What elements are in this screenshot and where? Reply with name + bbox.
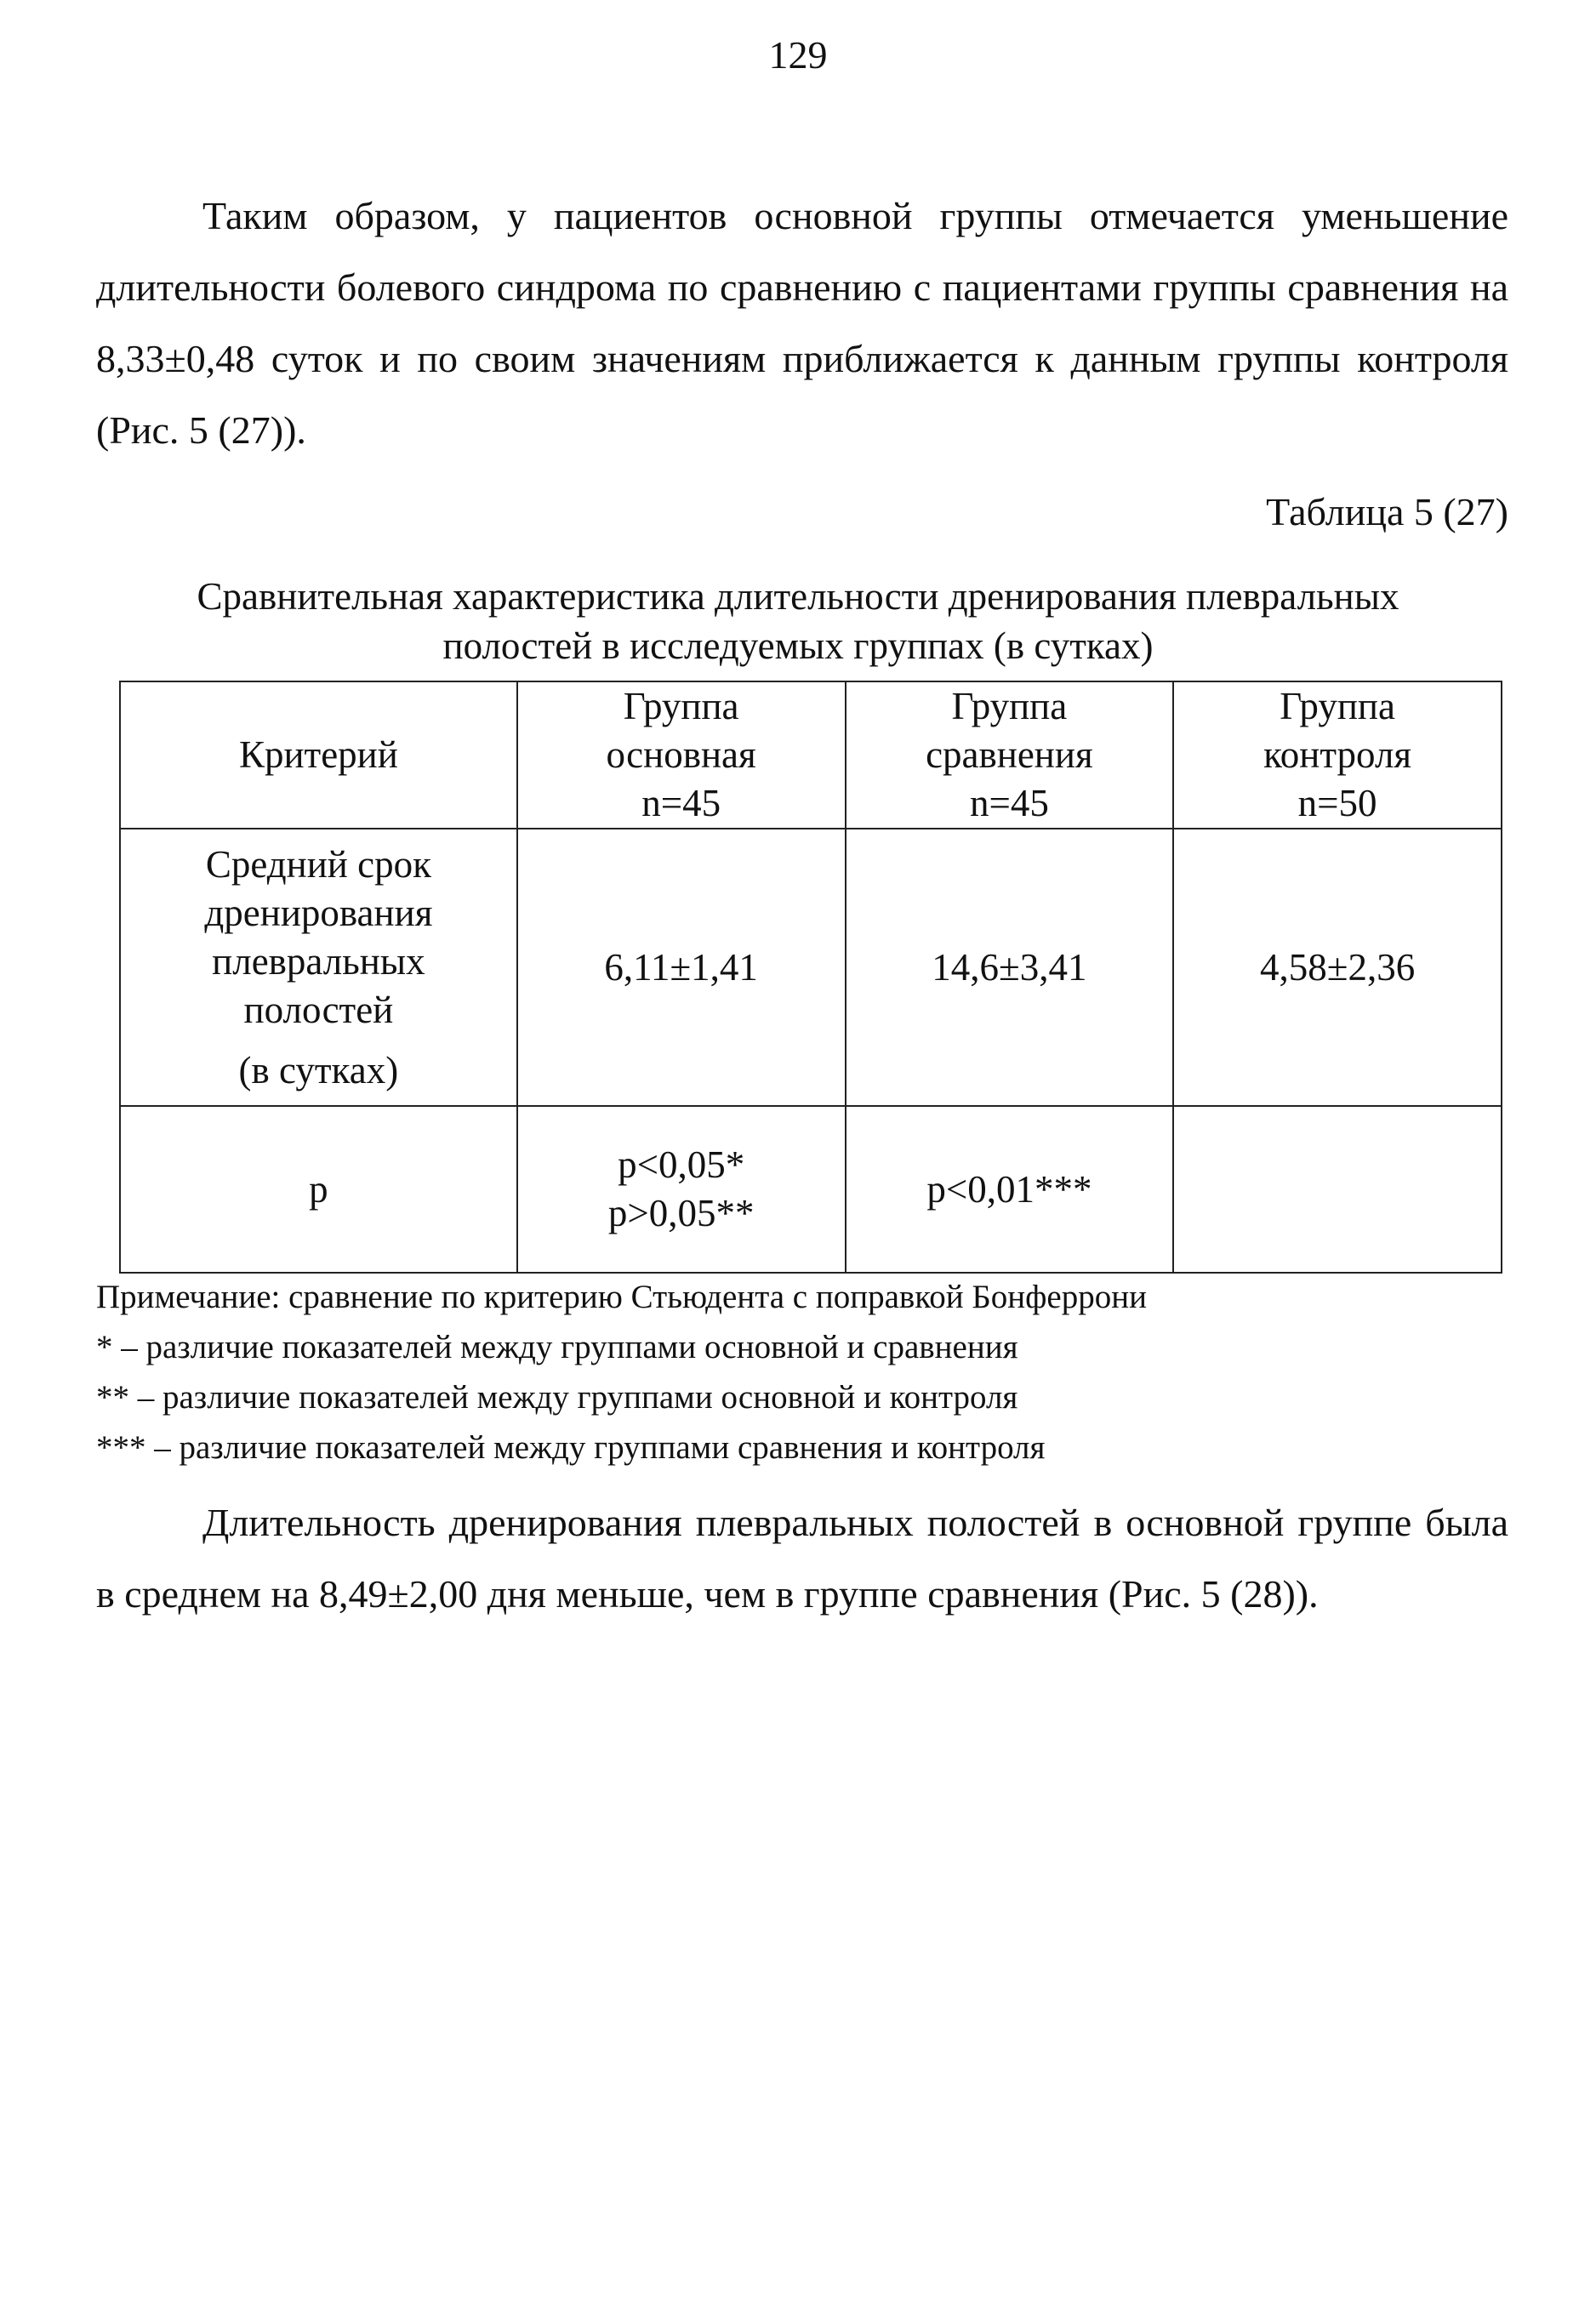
table-row-p: [120, 1106, 1502, 1273]
table-label: Таблица 5 (27): [1266, 490, 1508, 533]
note-two-stars: ** – различие показателей между группами основной и контроля: [96, 1379, 1018, 1416]
row-mean-label-line2: дренирования: [204, 891, 433, 934]
row-p-value-main-line1: p<0,05*: [618, 1143, 745, 1186]
paragraph-conclusion: Длительность дренирования плевральных полостей в основной группе была в среднем на 8,49±2,00 дня меньше, чем в группе сравнения (Рис. 5 (28)).: [96, 1501, 1508, 1616]
row-p-value-main: [517, 1106, 846, 1273]
row-mean-label: [120, 829, 517, 1106]
row-mean-value-main: 6,11±1,41: [517, 829, 846, 1106]
header-group-comparison-n: n=45: [969, 782, 1049, 824]
header-group-control-line2: контроля: [1263, 733, 1412, 776]
row-p-label: p: [120, 1106, 517, 1273]
table-caption: [85, 572, 1511, 670]
drainage-duration-table: [119, 681, 1502, 1274]
header-group-comparison-line1: Группа: [951, 685, 1068, 727]
row-mean-label-line3: плевральных: [212, 939, 425, 983]
row-mean-value-control: 4,58±2,36: [1173, 829, 1502, 1106]
table-notes: [96, 1272, 1508, 1473]
header-group-control-line1: Группа: [1280, 685, 1395, 727]
paragraph-intro: Таким образом, у пациентов основной группы отмечается уменьшение длительности болевого синдрома по сравнению с пациентами группы сравнения на 8,33±0,48 суток и по своим значениям приближается к данным группы контроля (Рис. 5 (27)).: [96, 194, 1508, 452]
row-p-value-comparison: [846, 1106, 1174, 1273]
header-group-main-n: n=45: [641, 782, 721, 824]
header-group-comparison-line2: сравнения: [926, 733, 1093, 776]
table-row-mean-duration: [120, 829, 1502, 1106]
row-mean-value-comparison: 14,6±3,41: [846, 829, 1174, 1106]
row-mean-label-line4: полостей: [243, 988, 394, 1031]
header-group-main-line2: основная: [606, 733, 756, 776]
row-mean-label-line1: Средний срок: [205, 842, 431, 886]
header-group-control-n: n=50: [1297, 782, 1377, 824]
note-one-star: * – различие показателей между группами основной и сравнения: [96, 1329, 1018, 1365]
row-mean-label-unit: (в сутках): [238, 1048, 399, 1092]
header-group-control: [1173, 681, 1502, 829]
page-number: 129: [768, 33, 828, 77]
note-three-stars: *** – различие показателей между группами сравнения и контроля: [96, 1429, 1046, 1466]
table-header-row: [120, 681, 1502, 829]
header-criterion: Критерий: [120, 681, 517, 829]
row-p-value-main-line2: p>0,05**: [607, 1192, 755, 1234]
header-group-main: [517, 681, 846, 829]
header-group-comparison: [846, 681, 1174, 829]
row-p-value-control: [1173, 1106, 1502, 1273]
row-p-value-comparison-line1: p<0,01***: [926, 1167, 1092, 1211]
note-method: Примечание: сравнение по критерию Стьюдента с поправкой Бонферрони: [96, 1279, 1147, 1315]
header-group-main-line1: Группа: [623, 685, 739, 727]
table-caption-line-1: Сравнительная характеристика длительности дренирования плевральных: [197, 575, 1399, 618]
table-caption-line-2: полостей в исследуемых группах (в сутках): [442, 624, 1154, 667]
